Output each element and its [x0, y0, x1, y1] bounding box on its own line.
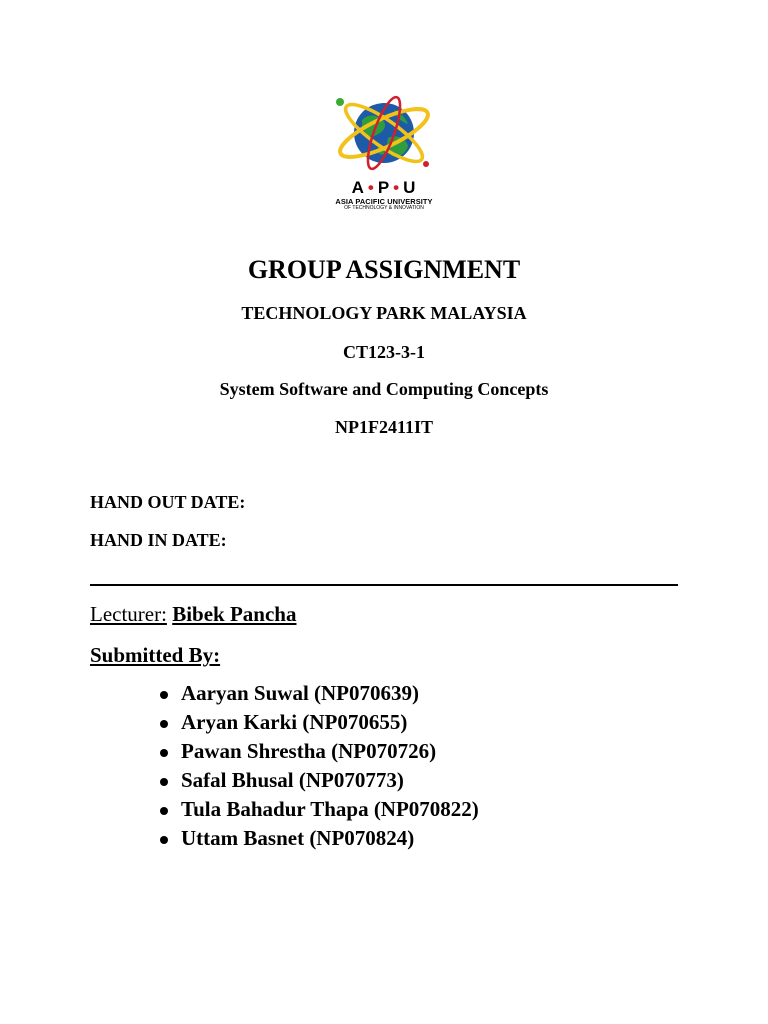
campus-name: TECHNOLOGY PARK MALAYSIA [241, 303, 527, 323]
member-name: Aaryan Suwal (NP070639) [181, 681, 420, 705]
apu-logo [318, 86, 450, 214]
member-list [160, 681, 479, 855]
bullet-icon [160, 807, 168, 815]
list-item [160, 739, 479, 768]
logo-university-name: ASIA PACIFIC UNIVERSITY [335, 197, 433, 206]
logo-letter-p: P [377, 178, 391, 197]
logo-wordmark [318, 178, 450, 198]
member-name: Safal Bhusal (NP070773) [181, 768, 404, 792]
logo-dot-icon: • [393, 178, 401, 197]
member-name: Tula Bahadur Thapa (NP070822) [181, 797, 479, 821]
bullet-icon [160, 749, 168, 757]
submitted-by-label: Submitted By: [90, 643, 221, 667]
module-code: CT123-3-1 [343, 342, 425, 362]
globe-icon [318, 86, 450, 178]
hand-in-date-label: HAND IN DATE: [90, 530, 227, 550]
bullet-icon [160, 836, 168, 844]
logo-letter-u: U [403, 178, 417, 197]
divider [90, 584, 678, 586]
assignment-title: GROUP ASSIGNMENT [247, 255, 521, 284]
list-item [160, 681, 479, 710]
member-name: Uttam Basnet (NP070824) [181, 826, 415, 850]
lecturer-label: Lecturer: [90, 602, 167, 626]
logo-dot-icon: • [367, 178, 375, 197]
bullet-icon [160, 720, 168, 728]
list-item [160, 710, 479, 739]
list-item [160, 768, 479, 797]
bullet-icon [160, 778, 168, 786]
member-name: Aryan Karki (NP070655) [181, 710, 408, 734]
lecturer-row [90, 602, 296, 627]
lecturer-name: Bibek Pancha [172, 602, 297, 626]
logo-letter-a: A [351, 178, 365, 197]
bullet-icon [160, 691, 168, 699]
intake-code: NP1F2411IT [334, 417, 433, 437]
list-item [160, 826, 479, 855]
member-name: Pawan Shrestha (NP070726) [181, 739, 437, 763]
logo-tagline: OF TECHNOLOGY & INNOVATION [344, 205, 424, 211]
list-item [160, 797, 479, 826]
module-name: System Software and Computing Concepts [219, 379, 549, 399]
hand-out-date-label: HAND OUT DATE: [90, 492, 246, 512]
